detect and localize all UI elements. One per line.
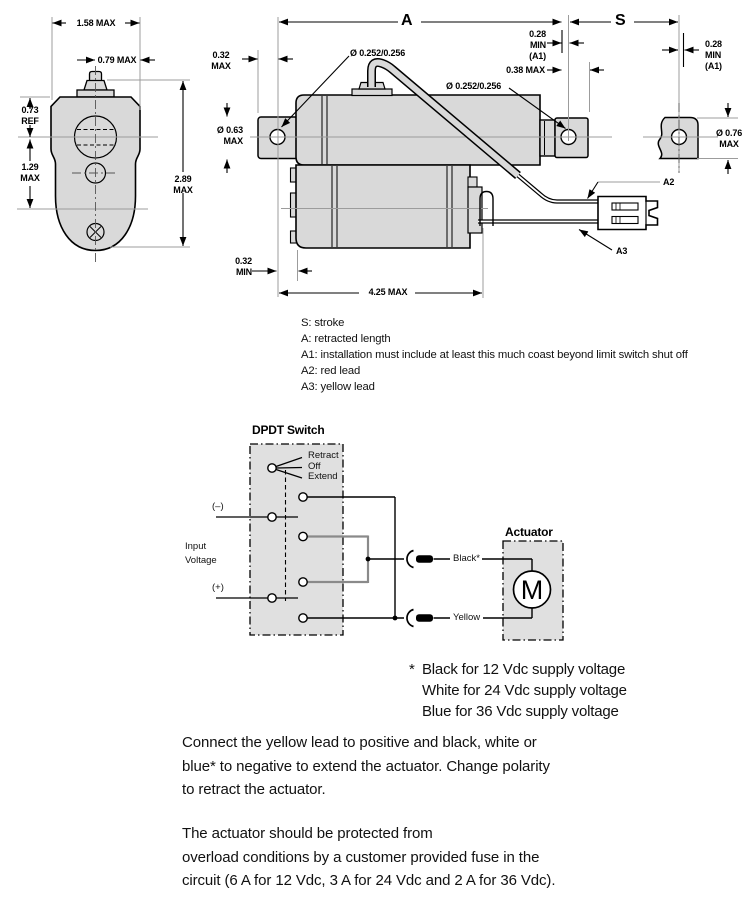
dim-retracted-length: A	[401, 12, 413, 29]
dim-top-to-center: 0.73 REF	[21, 105, 39, 126]
dim-boss-dia: Ø 0.63 MAX	[216, 125, 243, 146]
bullet-connector-icon	[407, 551, 414, 568]
dim-rod-extension: 0.38 MAX	[506, 65, 545, 75]
footnote-line-1: Black for 12 Vdc supply voltage	[422, 661, 626, 678]
dim-housing-length: 4.25 MAX	[368, 287, 408, 297]
dim-stroke: S	[615, 12, 626, 29]
legend-retracted: A: retracted length	[301, 333, 391, 345]
input-positive: (+)	[212, 582, 224, 593]
input-negative: (–)	[212, 501, 224, 512]
dim-width: 1.58 MAX	[76, 18, 116, 28]
wiring-diagram	[216, 444, 563, 640]
dim-rod-dia: Ø 0.76 MAX	[715, 128, 743, 149]
dim-housing-offset: 0.32 MIN	[235, 256, 252, 277]
input-voltage-label: Input Voltage	[185, 541, 217, 566]
actuator-title: Actuator	[505, 525, 553, 539]
lead-yellow-ref: A3	[616, 246, 628, 256]
dim-coast-right: 0.28 MIN (A1)	[705, 39, 722, 71]
lead-black-label: Black*	[453, 553, 480, 564]
bullet-connector-icon	[407, 610, 414, 627]
connector-plug	[598, 197, 658, 230]
footnote-asterisk: *	[409, 661, 415, 678]
dim-height: 2.89 MAX	[173, 174, 193, 195]
footnote-line-3: Blue for 36 Vdc supply voltage	[422, 703, 619, 720]
lead-yellow-label: Yellow	[453, 612, 481, 623]
footnote-line-2: White for 24 Vdc supply voltage	[422, 682, 627, 699]
switch-positions: Retract Off Extend	[308, 450, 339, 483]
dim-coast-left: 0.28 MIN (A1)	[529, 29, 546, 61]
legend-yellow-lead: A3: yellow lead	[301, 381, 375, 393]
dim-hole-dia-rear: Ø 0.252/0.256	[350, 48, 406, 58]
dim-face-to-hole: 0.32 MAX	[211, 50, 231, 71]
dim-hole-dia-front: Ø 0.252/0.256	[446, 81, 502, 91]
dim-center-to-hole: 1.29 MAX	[20, 162, 40, 183]
grommet	[352, 89, 392, 96]
legend-coast: A1: installation must include at least this much coast beyond limit switch shut off	[301, 349, 688, 361]
legend-red-lead: A2: red lead	[301, 365, 361, 377]
note-fuse: The actuator should be protected from overload conditions by a customer provided fuse in the circuit (6 A for 12 Vdc, 3 A for 24 Vdc and 2 A for 36 Vdc).	[182, 825, 556, 889]
dim-half-width: 0.79 MAX	[97, 55, 137, 65]
note-polarity: Connect the yellow lead to positive and black, white or blue* to negative to extend the actuator. Change polarity to retract the actuator.	[182, 734, 550, 798]
lead-red-ref: A2	[663, 177, 675, 187]
motor-symbol: M	[520, 575, 544, 605]
dpdt-switch-title: DPDT Switch	[252, 423, 325, 437]
legend-stroke: S: stroke	[301, 317, 345, 329]
